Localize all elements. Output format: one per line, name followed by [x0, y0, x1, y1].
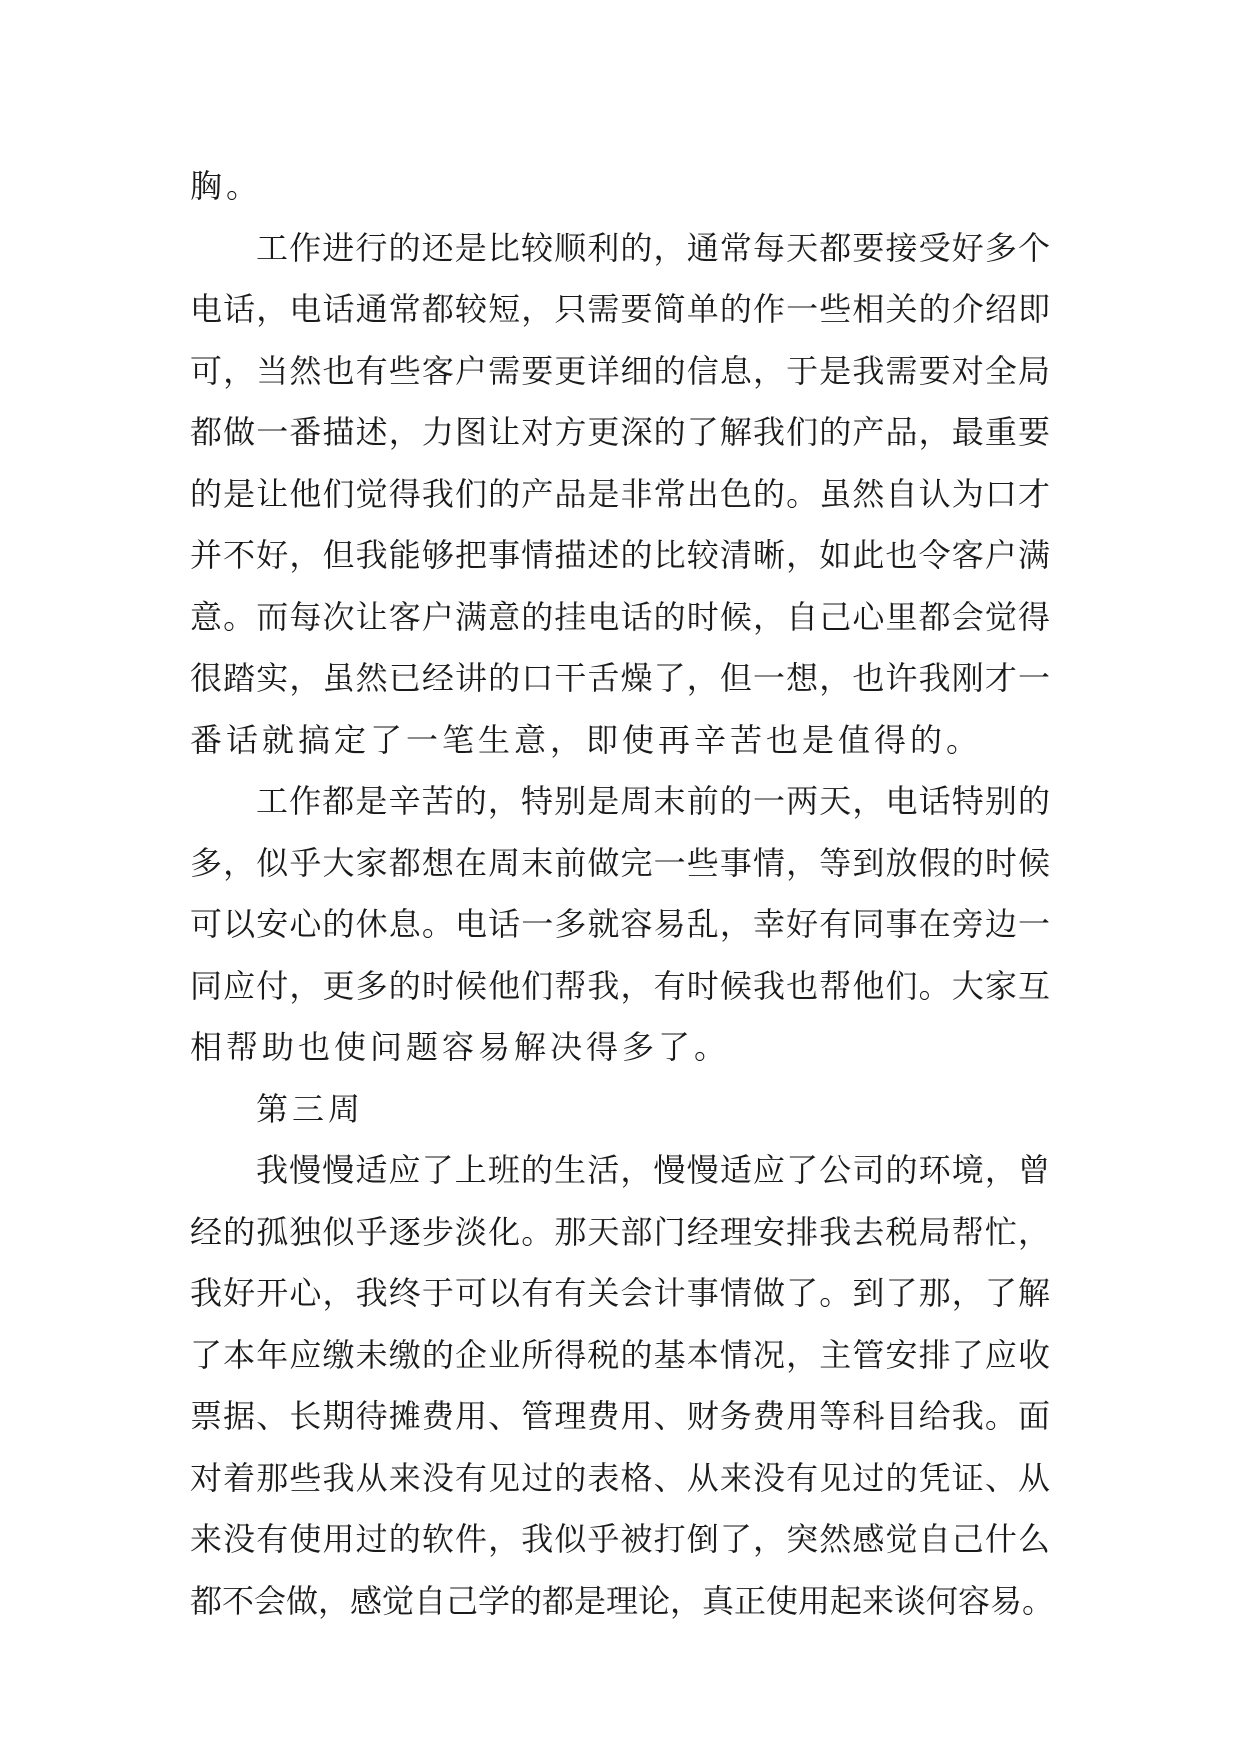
text-line: 我好开心，我终于可以有有关会计事情做了。到了那，了解 [190, 1274, 1050, 1312]
text-line: 番话就搞定了一笔生意，即使再辛苦也是值得的。 [190, 720, 983, 759]
text-line: 很踏实，虽然已经讲的口干舌燥了，但一想，也许我刚才一 [190, 659, 1050, 697]
text-line: 电话，电话通常都较短，只需要简单的作一些相关的介绍即 [190, 290, 1050, 328]
text-line: 多，似乎大家都想在周末前做完一些事情，等到放假的时候 [190, 843, 1050, 882]
text-line: 都做一番描述，力图让对方更深的了解我们的产品，最重要 [190, 413, 1050, 451]
text-line: 我慢慢适应了上班的生活，慢慢适应了公司的环境，曾 [256, 1151, 1050, 1189]
text-line: 来没有使用过的软件，我似乎被打倒了，突然感觉自己什么 [190, 1520, 1050, 1558]
text-line: 的是让他们觉得我们的产品是非常出色的。虽然自认为口才 [190, 474, 1050, 513]
text-line: 第三周 [256, 1089, 365, 1128]
body-text [190, 156, 1055, 1632]
text-line: 胸。 [190, 167, 263, 205]
text-line: 票据、长期待摊费用、管理费用、财务费用等科目给我。面 [190, 1397, 1050, 1435]
text-line: 意。而每次让客户满意的挂电话的时候，自己心里都会觉得 [190, 597, 1050, 636]
text-line: 工作都是辛苦的，特别是周末前的一两天，电话特别的 [256, 782, 1050, 820]
text-line: 可，当然也有些客户需要更详细的信息，于是我需要对全局 [190, 351, 1050, 390]
text-line: 工作进行的还是比较顺利的，通常每天都要接受好多个 [256, 228, 1050, 267]
text-line: 经的孤独似乎逐步淡化。那天部门经理安排我去税局帮忙， [190, 1212, 1050, 1251]
text-line: 对着那些我从来没有见过的表格、从来没有见过的凭证、从 [190, 1458, 1050, 1497]
text-line: 都不会做，感觉自己学的都是理论，真正使用起来谈何容易。 [190, 1581, 1055, 1620]
text-line: 可以安心的休息。电话一多就容易乱，幸好有同事在旁边一 [190, 905, 1050, 943]
text-line: 了本年应缴未缴的企业所得税的基本情况，主管安排了应收 [190, 1335, 1050, 1374]
text-line: 相帮助也使问题容易解决得多了。 [190, 1028, 731, 1066]
text-line: 并不好，但我能够把事情描述的比较清晰，如此也令客户满 [190, 536, 1050, 574]
text-line: 同应付，更多的时候他们帮我，有时候我也帮他们。大家互 [190, 966, 1050, 1005]
